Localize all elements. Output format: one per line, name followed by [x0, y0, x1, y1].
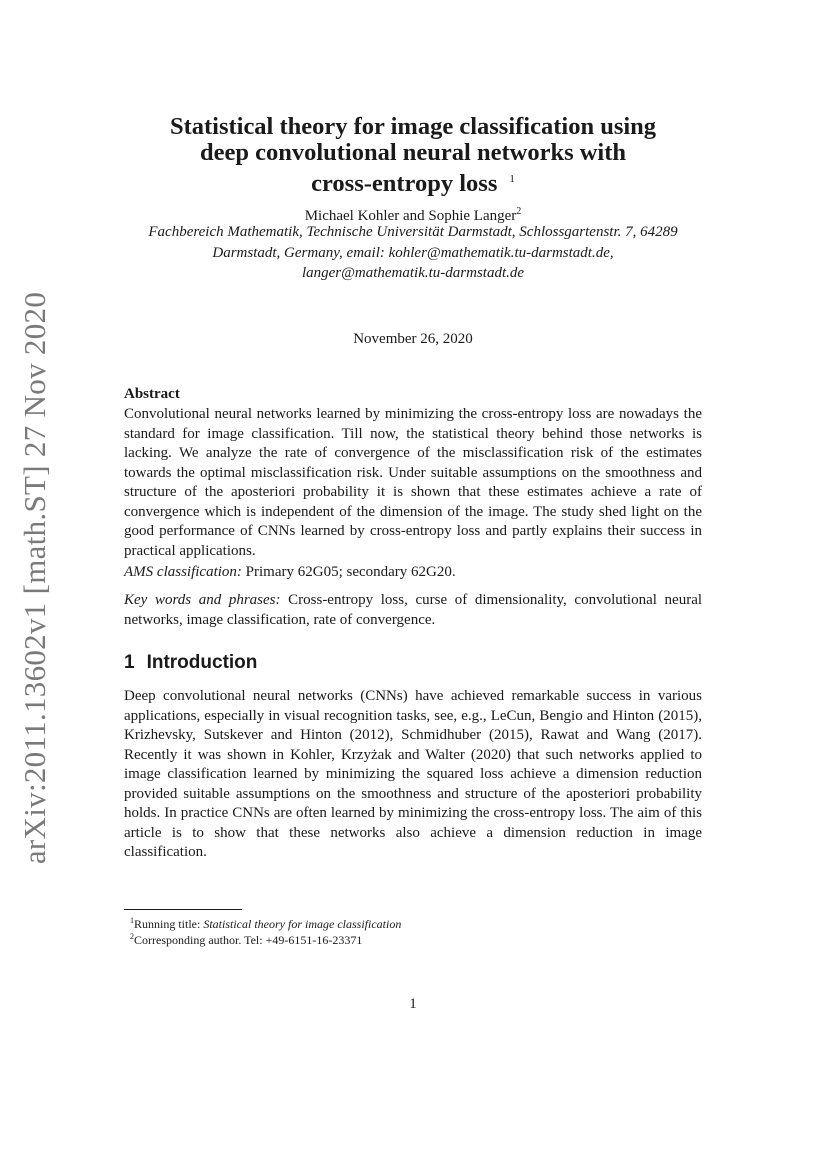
section-heading-introduction [124, 652, 257, 674]
keywords [124, 591, 702, 630]
ams-classification [124, 563, 702, 583]
footnote-2-mark: 2 [130, 932, 134, 941]
footnote-1-mark: 1 [130, 916, 134, 925]
affiliation-line-2: Darmstadt, Germany, email: kohler@mathematik.tu-darmstadt.de, [212, 244, 614, 261]
affiliation-line-3: langer@mathematik.tu-darmstadt.de [301, 265, 525, 281]
ams-label: AMS classification: [124, 564, 242, 580]
abstract-text: Convolutional neural networks learned by minimizing the cross-entropy loss are nowadays the standard for image classification. Till now, the statistical theory behind those networks is lacking. We analyze the rate of convergence of the misclassification risk of the estimates towards the optimal misclassification risk. Under suitable assumptions on the smoothness and structure of the aposteriori probability it is shown that these estimates achieve a rate of convergence which is independent of the dimension of the image. The study shed light on the good performance of CNNs learned by cross-entropy loss and partly explains their success in practical applications. [124, 406, 702, 559]
title-line-2: deep convolutional neural networks with [199, 139, 627, 166]
footnote-1-label: Running title: [134, 917, 201, 931]
footnote-rule [124, 909, 242, 910]
ams-text: Primary 62G05; secondary 62G20. [245, 564, 456, 580]
keywords-text: Cross-entropy loss, curse of dimensionality, convolutional neural networks, image classification, rate of convergence. [124, 592, 703, 628]
affiliation [110, 222, 716, 284]
paper-date: November 26, 2020 [353, 331, 473, 347]
keywords-label: Key words and phrases: [124, 592, 281, 608]
footnote-2-text: Corresponding author. Tel: +49-6151-16-23371 [134, 933, 363, 947]
paper-title [120, 114, 706, 197]
section-title: Introduction [146, 652, 258, 673]
author-names: Michael Kohler and Sophie Langer [304, 208, 517, 224]
title-line-1: Statistical theory for image classification using [169, 113, 657, 140]
page-number: 1 [409, 996, 417, 1012]
affiliation-line-1: Fachbereich Mathematik, Technische Universität Darmstadt, Schlossgartenstr. 7, 64289 [148, 224, 678, 240]
author-footnote-mark: 2 [516, 206, 522, 217]
footnote-2 [130, 929, 362, 948]
arxiv-stamp-text: arXiv:2011.13602v1 [math.ST] 27 Nov 2020 [17, 291, 52, 865]
section-number: 1 [124, 652, 135, 673]
title-line-3-text: cross-entropy loss [311, 170, 498, 198]
footnote-1-text: Statistical theory for image classification [203, 917, 402, 931]
title-footnote-mark: 1 [509, 173, 515, 185]
arxiv-stamp [10, 291, 60, 865]
abstract-heading: Abstract [124, 386, 180, 402]
introduction-paragraph: Deep convolutional neural networks (CNNs) have achieved remarkable success in various applications, especially in visual recognition tasks, see, e.g., LeCun, Bengio and Hinton (2015), Krizhevsky, Sutskever and Hinton (2012), Schmidhuber (2015), Rawat and Wang (2017). Recently it was shown in Kohler, Krzyżak and Walter (2020) that such networks applied to image classification learned by minimizing the squared loss achieve a dimension reduction provided suitable assumptions on the smoothness and structure of the aposteriori probability holds. In practice CNNs are often learned by minimizing the cross-entropy loss. The aim of this article is to show that these networks also achieve a dimension reduction in image classification. [124, 688, 702, 860]
title-line-3 [120, 166, 706, 197]
